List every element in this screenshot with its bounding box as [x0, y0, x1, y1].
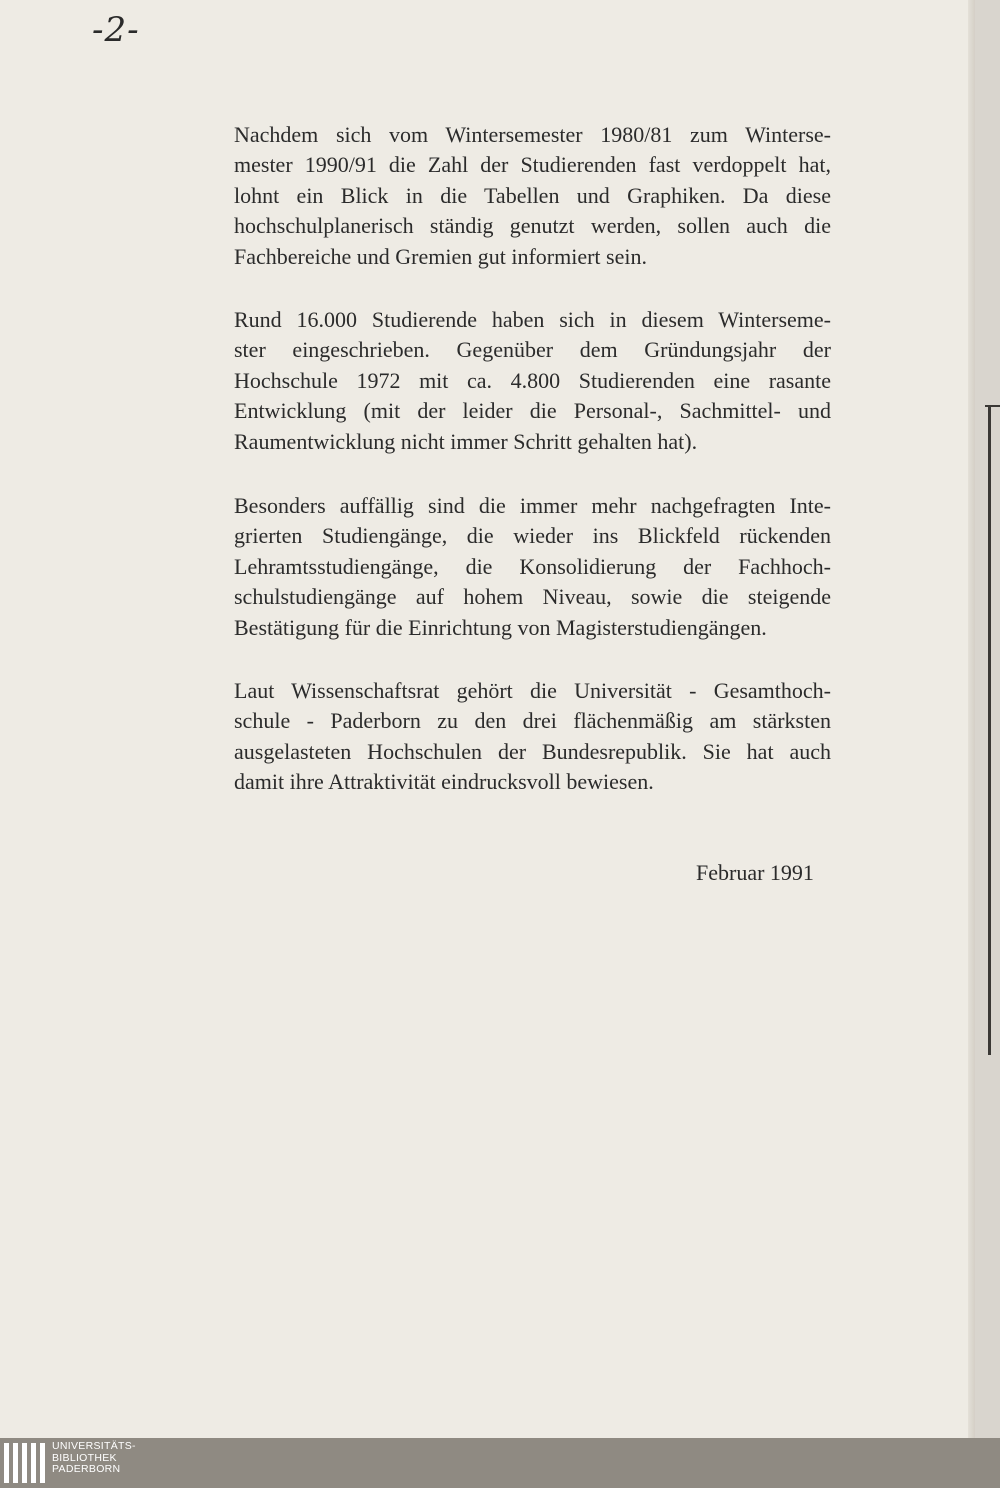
paragraph-1: [234, 120, 831, 272]
paragraph-2: [234, 305, 831, 457]
paragraph-4: [234, 676, 831, 798]
logo-line: BIBLIOTHEK: [52, 1451, 117, 1464]
text-line: hochschulplanerisch ständig genutzt werden, sollen auch die: [234, 213, 831, 239]
page-number: -2-: [92, 10, 140, 50]
library-footer-bar: [0, 1438, 1000, 1488]
logo-line: UNIVERSITÄTS-: [52, 1440, 136, 1452]
text-line: Nachdem sich vom Wintersemester 1980/81 zum Winterse-: [234, 122, 831, 147]
text-line: lohnt ein Blick in die Tabellen und Graphiken. Da diese: [234, 182, 831, 208]
text-line: schule - Paderborn zu den drei flächenmäßig am stärksten: [234, 708, 831, 734]
text-line: grierten Studiengänge, die wieder ins Blickfeld rückenden: [234, 523, 831, 549]
text-line: mester 1990/91 die Zahl der Studierenden fast verdoppelt hat,: [234, 152, 831, 178]
text-line: Entwicklung (mit der leider die Personal-, Sachmittel- und: [234, 398, 831, 424]
text-line: ausgelasteten Hochschulen der Bundesrepublik. Sie hat auch: [234, 738, 831, 764]
text-line: Rund 16.000 Studierende haben sich in diesem Winterseme-: [234, 307, 831, 332]
text-line: schulstudiengänge auf hohem Niveau, sowie die steigende: [234, 584, 831, 610]
adjacent-page-line: [988, 405, 991, 1055]
text-line: Bestätigung für die Einrichtung von Magisterstudiengängen.: [234, 614, 767, 640]
library-logo-text: [52, 1441, 136, 1476]
paragraph-3: [234, 491, 831, 643]
document-date: Februar 1991: [696, 860, 814, 885]
text-line: Hochschule 1972 mit ca. 4.800 Studierenden eine rasante: [234, 367, 831, 393]
logo-line: PADERBORN: [52, 1463, 121, 1475]
library-logo-icon: [4, 1443, 45, 1483]
text-line: Raumentwicklung nicht immer Schritt gehalten hat).: [234, 428, 698, 454]
text-line: damit ihre Attraktivität eindrucksvoll bewiesen.: [234, 769, 654, 795]
text-line: Laut Wissenschaftsrat gehört die Universität - Gesamthoch-: [234, 678, 831, 703]
text-line: Besonders auffällig sind die immer mehr nachgefragten Inte-: [234, 493, 831, 518]
text-line: Fachbereiche und Gremien gut informiert sein.: [234, 243, 647, 269]
text-line: Lehramtsstudiengänge, die Konsolidierung der Fachhoch-: [234, 553, 831, 579]
text-line: ster eingeschrieben. Gegenüber dem Gründungsjahr der: [234, 337, 831, 363]
